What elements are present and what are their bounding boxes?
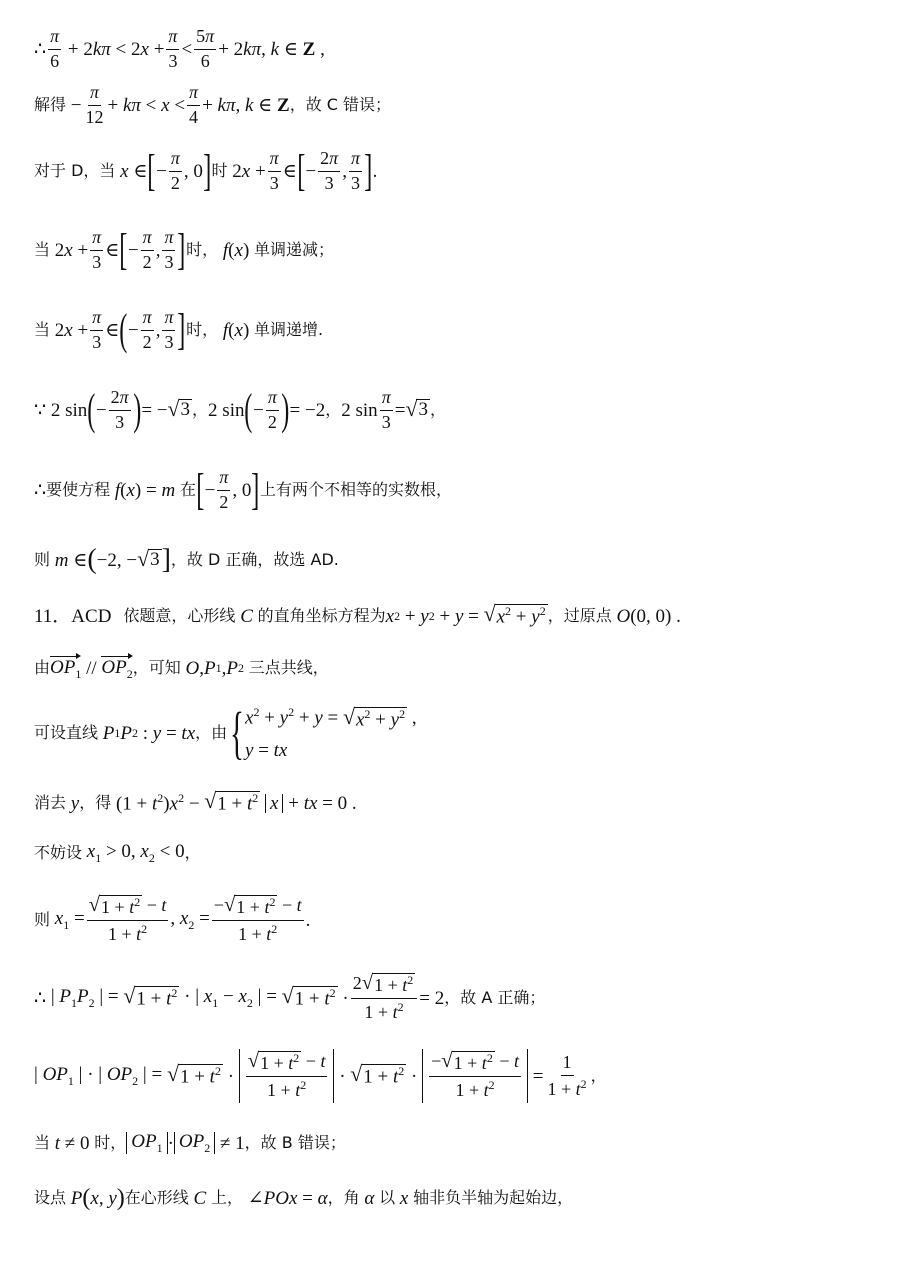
line-18: 设点 P ( x , y ) 在心形线 C 上， ∠POx = α ，角 α 以 x 轴非负半轴为起始边， <box>34 1185 574 1211</box>
text-dang: 当 <box>34 240 51 259</box>
text-on-cardioid: 在心形线 <box>124 1188 189 1207</box>
text-you2: ，由 <box>195 723 228 742</box>
text-de: ，得 <box>79 793 112 812</box>
comma: ， <box>192 400 209 419</box>
text-angle: ，角 <box>327 1188 360 1207</box>
line-14: 则 $x_1$ = √ $1 + t^2$ − t $1 + t^2$ , $x_2$ = − √ $1 + t^2$ − t $1 + t^2$ . <box>34 894 311 944</box>
text-let-point: 设点 <box>34 1188 67 1207</box>
question-11-answer: 11．ACD <box>34 605 112 627</box>
text-shi2: 时， <box>94 1133 127 1152</box>
line-4: 当 2x + $\frac{\pi}{3}$ ∈ [ − $\frac{\pi}{2}$ , $\frac{\pi}{3}$ ] 时， f(x) 单调递减； <box>34 225 335 275</box>
line-3: 对于 D，当 x ∈ [ − $\frac{\pi}{2}$ , 0 ] 时 2x + $\frac{\pi}{3}$ ∈ [ − $\frac{2\pi}{3}$ , $\frac{\pi}{3}$ ] . <box>34 146 378 196</box>
text-kezhi: ，可知 <box>132 658 181 677</box>
therefore-symbol: ∴ <box>34 987 47 1009</box>
text-initial-side: 轴非负半轴为起始边， <box>413 1188 574 1207</box>
comma: ， <box>590 1066 607 1085</box>
text-shang: 上， <box>210 1188 243 1207</box>
line-12: 消去 y ，得 $(1 + t^2)x^2$ − √ $1 + t^2$ x + tx = 0 . <box>34 788 357 815</box>
line-15: ∴ | $P_1P_2$ | = √ $1 + t^2$ · | $x_1 - x_2$ | = √ $1 + t^2$ · 2 √ $1 + t^2$ $1 + t^2$ = 2 ，故 A 正确； <box>34 972 546 1022</box>
therefore-symbol: ∴ <box>34 38 47 60</box>
text-for-d: 对于 D，当 <box>34 161 116 180</box>
text-ze: 则 <box>34 910 51 929</box>
text-zai: 在 <box>179 480 196 499</box>
text-shi: 时 <box>211 161 228 180</box>
text-keshe: 可设直线 <box>34 723 99 742</box>
comma: ， <box>429 400 446 419</box>
text-c-wrong: ，故 C 错误； <box>289 95 392 114</box>
text-you: 由 <box>34 658 51 677</box>
text-eliminate: 消去 <box>34 793 67 812</box>
line-5: 当 2x + $\frac{\pi}{3}$ ∈ ( − $\frac{\pi}{2}$ , $\frac{\pi}{3}$ ] 时， f(x) 单调递增. <box>34 305 324 355</box>
comma: ， <box>325 400 342 419</box>
text-d-correct: ，故 D 正确，故选 AD. <box>170 550 339 569</box>
line-11: 可设直线 P 1 P 2 : y = tx ，由 { $x^2 + y^2 + y$ = √ $x^2 + y^2$ , y = tx <box>34 699 417 765</box>
text-dang: 当 <box>34 320 51 339</box>
text-increasing: 单调递增. <box>254 320 324 339</box>
text-shi2: 时， <box>186 240 219 259</box>
line-6: ∵ 2 sin ( − $\frac{2\pi}{3}$ ) = − √ 3 ， 2 sin ( − $\frac{\pi}{2}$ ) = −2 ， 2 sin $\frac{\pi}{3}$ = √ 3 ， <box>34 385 446 435</box>
line-13: 不妨设 $x_1 > 0$, $x_2 < 0$ ， <box>34 841 201 865</box>
line-2: 解得 − $\frac{\pi}{12}$ + kπ < x < $\frac{\pi}{4}$ + kπ, k ∈ Z ，故 C 错误； <box>34 81 392 127</box>
text-collinear: 三点共线， <box>248 658 329 677</box>
equation-system: { $x^2 + y^2 + y$ = √ $x^2 + y^2$ , y = tx <box>230 699 417 765</box>
line-9: 11．ACD 依题意，心形线 C 的直角坐标方程为 x 2 + y 2 + y = √ $x^2 + y^2$ ，过原点 O(0, 0) . <box>34 601 681 628</box>
line-8: 则 m ∈ ( −2, − √ 3 ] ，故 D 正确，故选 AD. <box>34 544 339 575</box>
text-a-correct: ，故 A 正确； <box>444 988 546 1007</box>
text-yitiyi: 依题意，心形线 <box>123 606 236 625</box>
text-jiede: 解得 <box>34 95 67 114</box>
line-17: 当 t ≠ 0 时， $OP_1$ · $OP_2$ ≠ 1 ，故 B 错误； <box>34 1131 346 1155</box>
text-decreasing: 单调递减； <box>254 240 335 259</box>
text-assume: 不妨设 <box>34 843 83 862</box>
line-16: | $OP_1$ | · | $OP_2$ | = √ $1 + t^2$ · √ $1 + t^2$ − t $1 + t^2$ · √ $1 + t^2$ · − √ $1 + t^2$ − t $1 + t^2$ = $\frac{1}{1 + t^2}$ ， <box>34 1046 880 1106</box>
comma: ， <box>184 843 201 862</box>
text-b-wrong: ，故 B 错误； <box>244 1133 346 1152</box>
line-10: 由 $OP_1$ // $OP_2$ ，可知 O , P 1 , P 2 三点共线， <box>34 657 329 681</box>
text-yi: 以 <box>379 1188 396 1207</box>
because-symbol: ∵ <box>34 399 47 421</box>
therefore-symbol: ∴ <box>34 479 47 501</box>
text-two-roots: 上有两个不相等的实数根， <box>260 480 453 499</box>
text-dang: 当 <box>34 1133 51 1152</box>
text-yaoshi: 要使方程 <box>46 480 111 499</box>
line-1: ∴ $\frac{\pi}{6}$ + 2kπ < 2x + $\frac{\pi}{3}$ < $\frac{5\pi}{6}$ + 2kπ, k ∈ Z , <box>34 25 325 71</box>
text-shi2: 时， <box>186 320 219 339</box>
text-ze: 则 <box>34 550 51 569</box>
text-through-origin: ，过原点 <box>547 606 612 625</box>
text-equation-is: 的直角坐标方程为 <box>257 606 386 625</box>
line-7: ∴ 要使方程 f(x) = m 在 [ − $\frac{\pi}{2}$ , 0 ] 上有两个不相等的实数根， <box>34 465 453 515</box>
